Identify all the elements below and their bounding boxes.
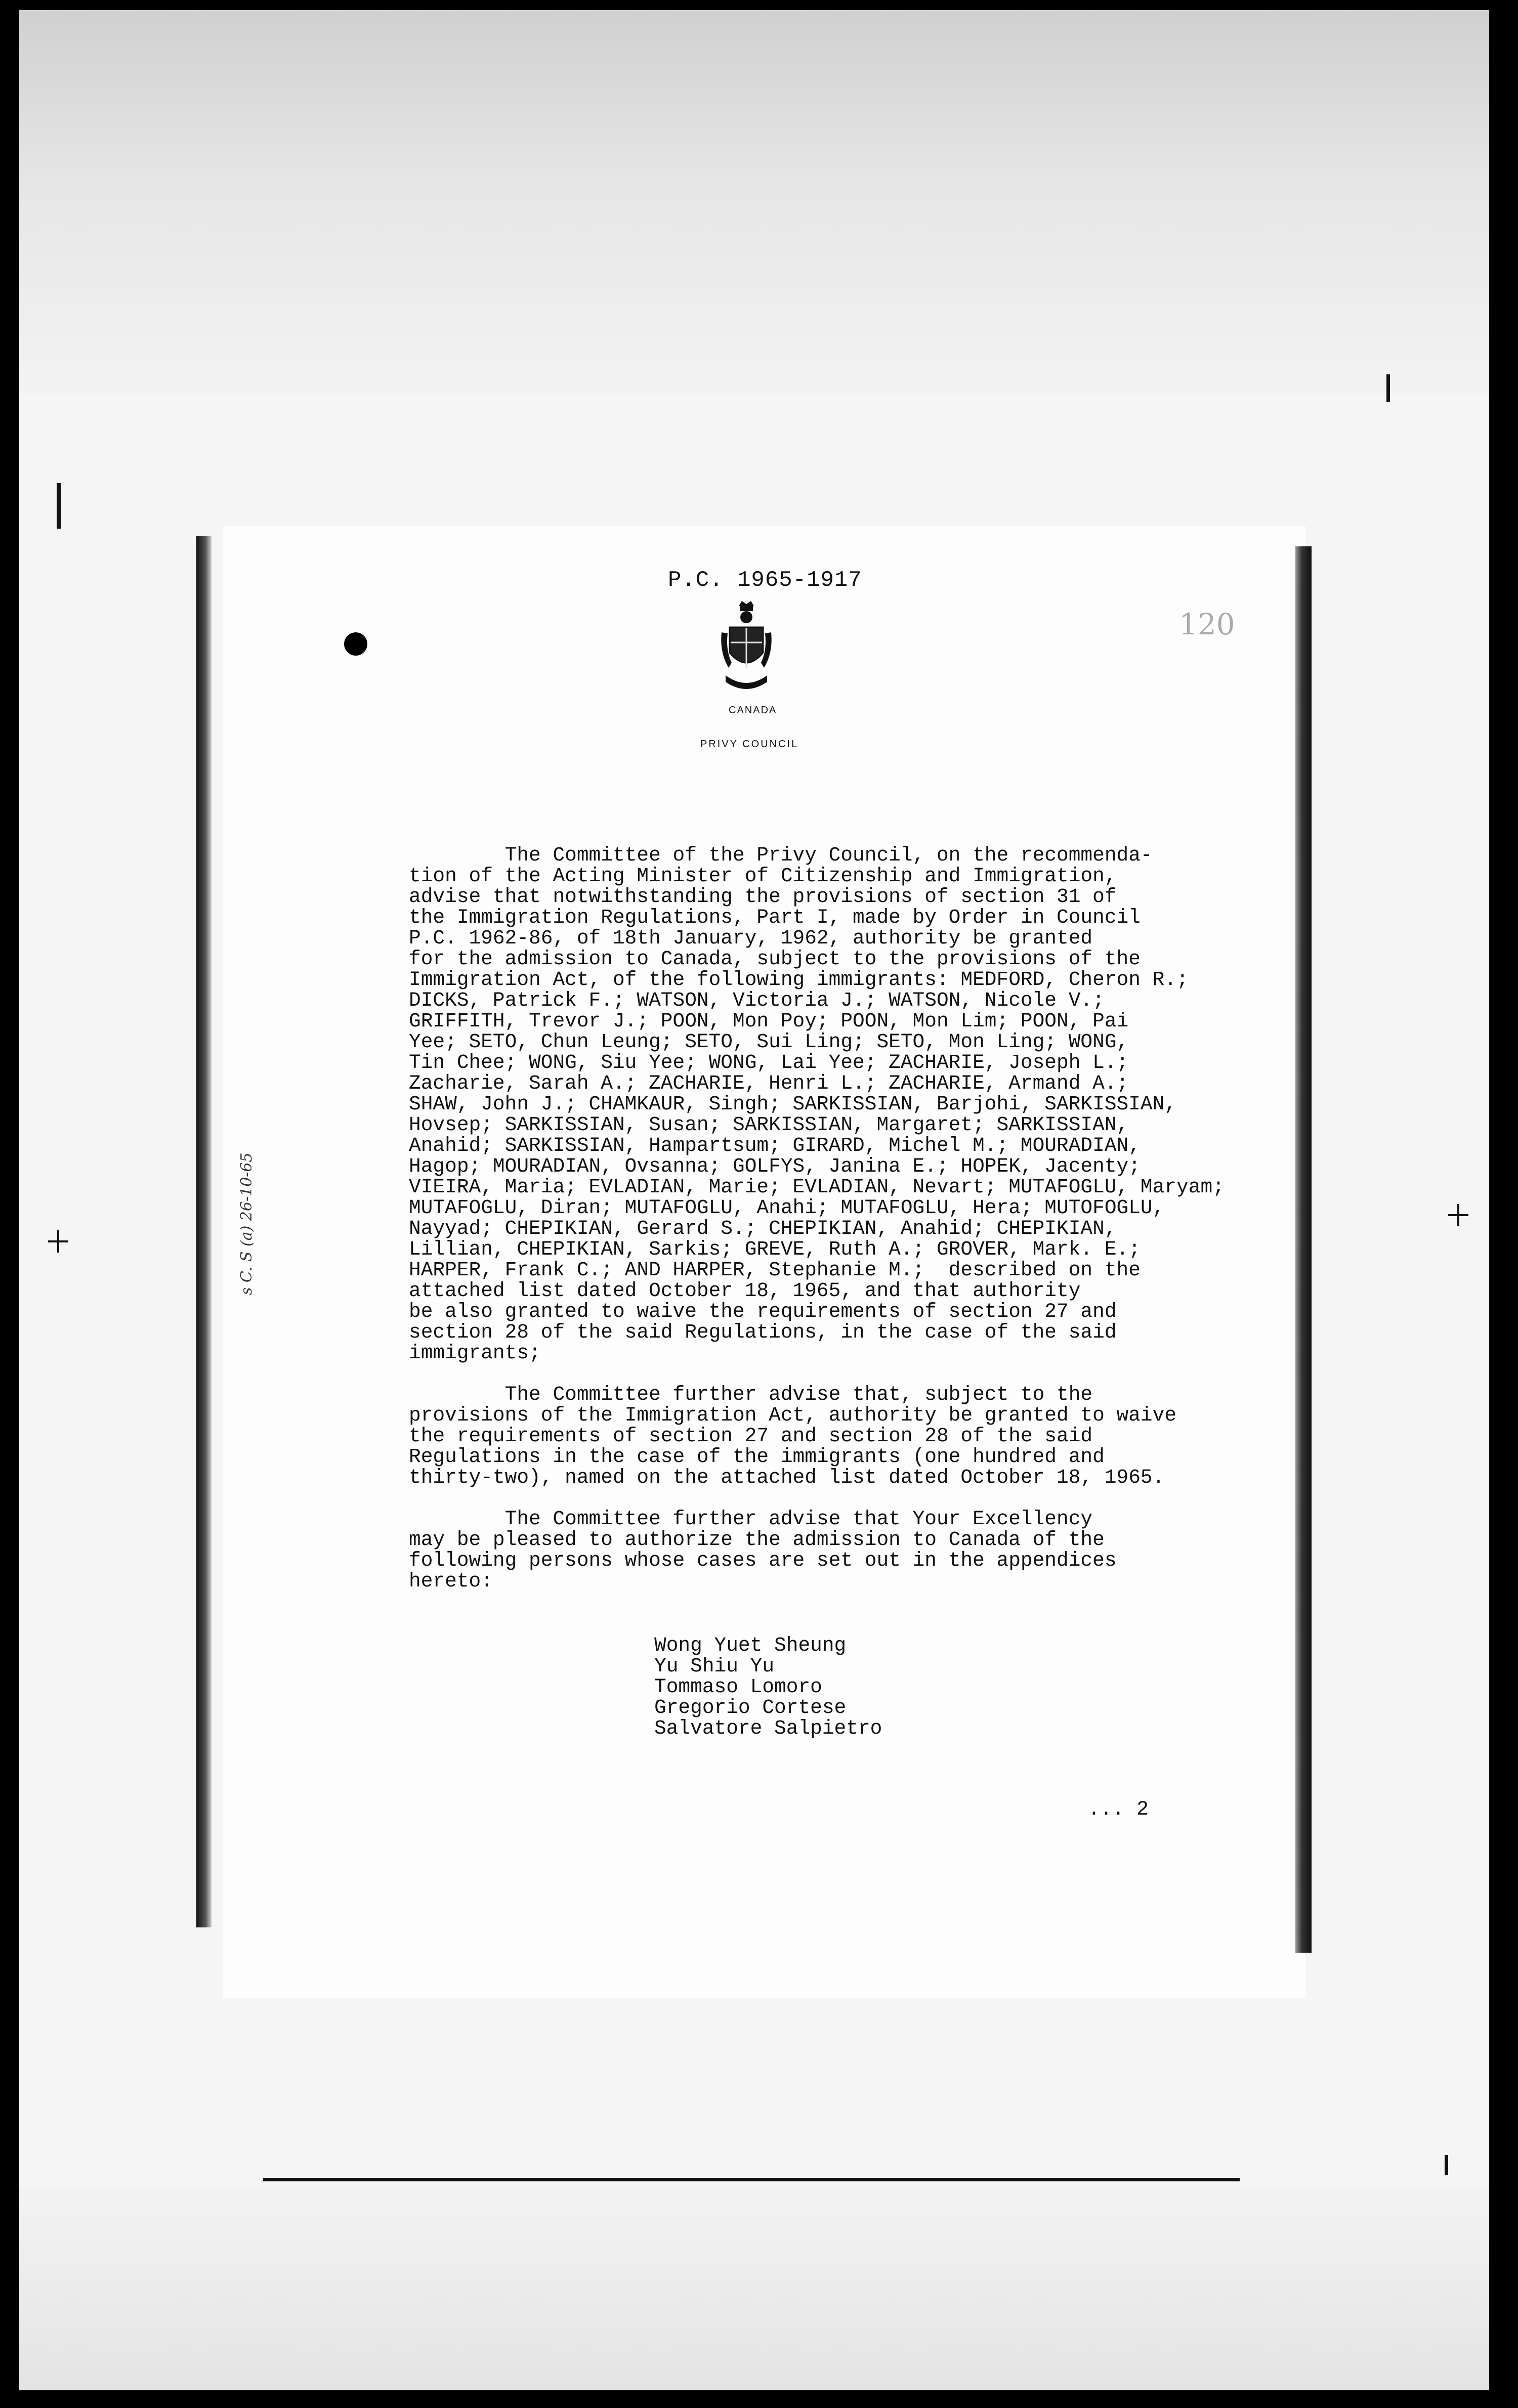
paragraph-appendices: The Committee further advise that Your Excellency may be pleased to authorize the admission to Canada of the following persons whose cases are set out in the appendices hereto: (409, 1508, 1117, 1593)
registration-mark (1445, 2155, 1448, 2175)
list-item: Salvatore Salpietro (654, 1717, 882, 1740)
appendix-name-list (654, 1635, 882, 1739)
coat-of-arms-icon (719, 597, 774, 698)
list-item: Yu Shiu Yu (654, 1655, 775, 1678)
page-left-edge (196, 536, 212, 1927)
upper-film-area (19, 10, 1489, 395)
list-item: Tommaso Lomoro (654, 1675, 822, 1698)
continuation-marker: ... 2 (1088, 1798, 1149, 1821)
council-label: PRIVY COUNCIL (700, 739, 799, 750)
lower-film-area (19, 2188, 1489, 2390)
punch-hole (344, 632, 367, 656)
list-item: Wong Yuet Sheung (654, 1634, 847, 1657)
country-label: CANADA (729, 705, 777, 716)
list-item: Gregorio Cortese (654, 1696, 847, 1719)
order-body (409, 845, 1289, 1592)
bottom-rule (263, 2178, 1240, 2181)
registration-mark (57, 483, 61, 529)
paragraph-waiver: The Committee further advise that, subject to the provisions of the Immigration Act, authority be granted to waive the requirements of section 27 and section 28 of the said Regulations in the case of the immigrants (one hundred and thirty-two), named on the attached list dated October 18, 1965. (409, 1383, 1177, 1489)
page-right-edge (1295, 546, 1312, 1953)
crosshair-mark (57, 1230, 59, 1253)
margin-note: s C. S (a) 26-10-65 (238, 1152, 256, 1295)
paragraph-admission: The Committee of the Privy Council, on the recommenda- tion of the Acting Minister of Citizenship and Immigration, advise that notwithstanding the provisions of section 31 of the Immigration Regulations, Part I, made by Order in Council P.C. 1962-86, of 18th January, 1962, authority be granted for the admission to Canada, subject to the provisions of the Immigration Act, of the following immigrants: MEDFORD, Cheron R.; DICKS, Patrick F.; WATSON, Victoria J.; WATSON, Nicole V.; GRIFFITH, Trevor J.; POON, Mon Poy; POON, Mon Lim; POON, Pai Yee; SETO, Chun Leung; SETO, Sui Ling; SETO, Mon Ling; WONG, Tin Chee; WONG, Siu Yee; WONG, Lai Yee; ZACHARIE, Joseph L.; Zacharie, Sarah A.; ZACHARIE, Henri L.; ZACHARIE, Armand A.; SHAW, John J.; CHAMKAUR, Singh; SARKISSIAN, Barjohi, SARKISSIAN, Hovsep; SARKISSIAN, Susan; SARKISSIAN, Margaret; SARKISSIAN, Anahid; SARKISSIAN, Hampartsum; GIRARD, Michel M.; MOURADIAN, Hagop; MOURADIAN, Ovsanna; GOLFYS, Janina E.; HOPEK, Jacenty; VIEIRA, Maria; EVLADIAN, Marie; EVLADIAN, Nevart; MUTAFOGLU, Maryam; MUTAFOGLU, Diran; MUTAFOGLU, Anahi; MUTAFOGLU, Hera; MUTOFOGLU, Nayyad; CHEPIKIAN, Gerard S.; CHEPIKIAN, Anahid; CHEPIKIAN, Lillian, CHEPIKIAN, Sarkis; GREVE, Ruth A.; GROVER, Mark. E.; HARPER, Frank C.; AND HARPER, Stephanie M.; described on the attached list dated October 18, 1965, and that authority be also granted to waive the requirements of section 27 and section 28 of the said Regulations, in the case of the said immigrants; (409, 844, 1225, 1364)
order-number: P.C. 1965-1917 (668, 568, 862, 593)
crosshair-mark (1448, 1214, 1468, 1216)
registration-mark (1386, 374, 1390, 402)
handwritten-page-number: 120 (1179, 607, 1235, 641)
